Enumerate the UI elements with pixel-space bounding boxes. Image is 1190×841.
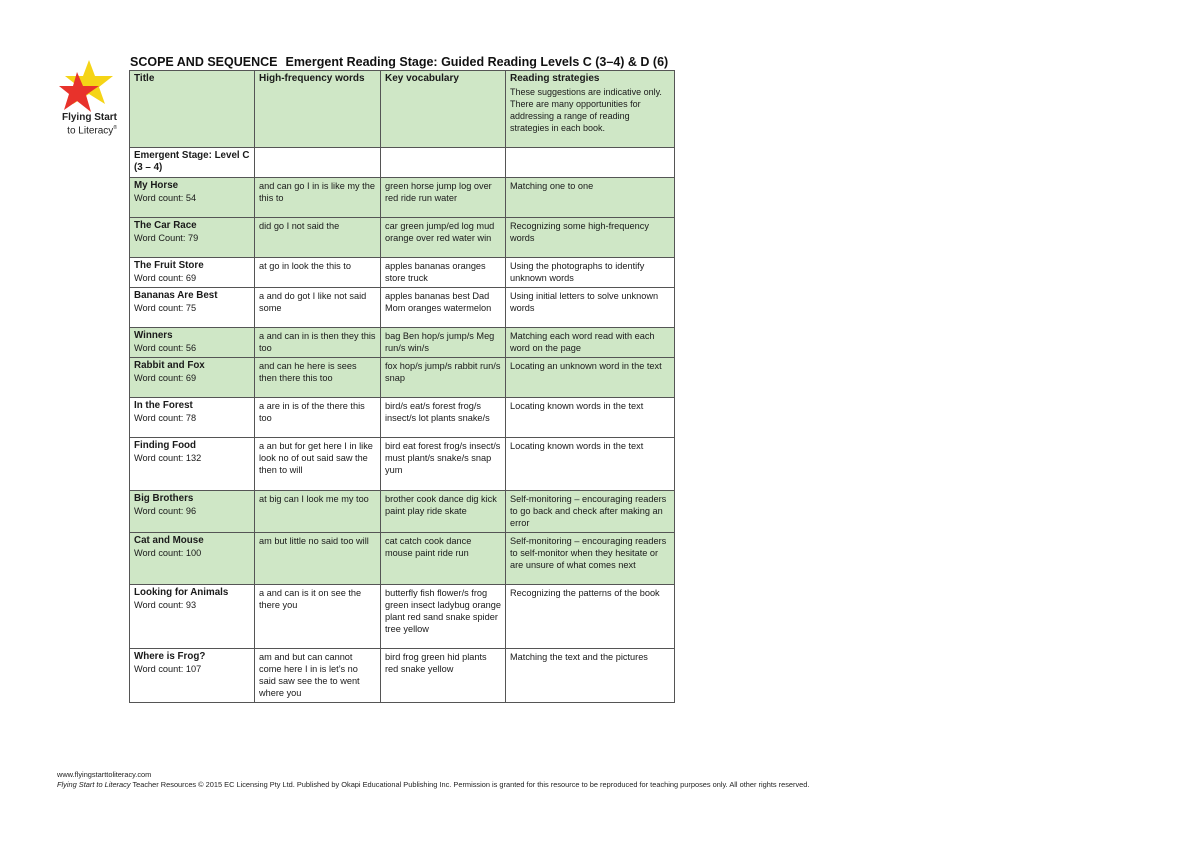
vocab-cell: apples bananas oranges store truck (381, 258, 506, 288)
strategy-cell: Locating known words in the text (506, 438, 675, 491)
scope-sequence-table (129, 70, 675, 703)
book-title: My Horse (134, 180, 179, 191)
stage-empty-cell (255, 148, 381, 178)
book-cell (130, 585, 255, 649)
strategy-cell: Self-monitoring – encouraging readers to self-monitor when they hesitate or are unsure of what comes next (506, 533, 675, 585)
stage-empty-cell (381, 148, 506, 178)
word-count: Word count: 56 (134, 343, 197, 353)
logo-line-2: to Literacy (67, 125, 114, 137)
word-count: Word Count: 79 (134, 233, 199, 243)
book-cell (130, 358, 255, 398)
book-cell (130, 438, 255, 491)
book-cell (130, 218, 255, 258)
book-title: Where is Frog? (134, 651, 206, 662)
page-title-main: SCOPE AND SEQUENCE (130, 55, 278, 69)
word-count: Word count: 69 (134, 273, 197, 283)
word-count: Word count: 78 (134, 413, 197, 423)
table-row (130, 649, 675, 703)
strategy-cell: Using initial letters to solve unknown words (506, 288, 675, 328)
table-row (130, 328, 675, 358)
hfw-cell: at go in look the this to (255, 258, 381, 288)
word-count: Word count: 93 (134, 600, 197, 610)
word-count: Word count: 54 (134, 193, 197, 203)
brand-logo (55, 58, 125, 138)
header-strategies (506, 71, 675, 148)
table-row (130, 533, 675, 585)
book-cell (130, 398, 255, 438)
table-row (130, 288, 675, 328)
stage-empty-cell (506, 148, 675, 178)
strategy-cell: Using the photographs to identify unknown words (506, 258, 675, 288)
word-count: Word count: 107 (134, 664, 202, 674)
word-count: Word count: 69 (134, 373, 197, 383)
book-title: The Car Race (134, 220, 197, 231)
table-row (130, 585, 675, 649)
logo-line-1: Flying Start (61, 112, 117, 123)
strategy-cell: Locating known words in the text (506, 398, 675, 438)
book-title: Looking for Animals (134, 587, 229, 598)
word-count: Word count: 96 (134, 506, 197, 516)
stage-row (130, 148, 675, 178)
book-cell (130, 649, 255, 703)
stage-label: Emergent Stage: Level C (3 – 4) (130, 148, 255, 178)
vocab-cell: brother cook dance dig kick paint play ride skate (381, 491, 506, 533)
page-title (130, 55, 668, 69)
table-row (130, 178, 675, 218)
book-title: Rabbit and Fox (134, 360, 205, 371)
book-title: Bananas Are Best (134, 290, 218, 301)
book-cell (130, 178, 255, 218)
hfw-cell: a and can in is then they this too (255, 328, 381, 358)
strategy-cell: Matching each word read with each word on the page (506, 328, 675, 358)
star-logo-icon (59, 58, 115, 114)
hfw-cell: a are in is of the there this too (255, 398, 381, 438)
footer-url: www.flyingstarttoliteracy.com (57, 770, 152, 779)
table-row (130, 258, 675, 288)
vocab-cell: cat catch cook dance mouse paint ride run (381, 533, 506, 585)
hfw-cell: and can he here is sees then there this too (255, 358, 381, 398)
vocab-cell: fox hop/s jump/s rabbit run/s snap (381, 358, 506, 398)
table-row (130, 398, 675, 438)
table-row (130, 358, 675, 398)
vocab-cell: car green jump/ed log mud orange over red water win (381, 218, 506, 258)
header-hfw: High-frequency words (255, 71, 381, 148)
hfw-cell: am but little no said too will (255, 533, 381, 585)
strategy-cell: Locating an unknown word in the text (506, 358, 675, 398)
strategy-cell: Matching one to one (506, 178, 675, 218)
strategy-cell: Recognizing some high-frequency words (506, 218, 675, 258)
footer-brand: Flying Start to Literacy (57, 780, 131, 789)
book-title: Big Brothers (134, 493, 194, 504)
table-row (130, 218, 675, 258)
word-count: Word count: 75 (134, 303, 197, 313)
book-title: Finding Food (134, 440, 197, 451)
vocab-cell: bag Ben hop/s jump/s Meg run/s win/s (381, 328, 506, 358)
header-vocab: Key vocabulary (381, 71, 506, 148)
book-title: In the Forest (134, 400, 193, 411)
strategy-cell: Self-monitoring – encouraging readers to go back and check after making an error (506, 491, 675, 533)
logo-trademark: ® (113, 125, 117, 131)
vocab-cell: bird eat forest frog/s insect/s must plant/s snake/s snap yum (381, 438, 506, 491)
hfw-cell: a an but for get here I in like look no of out said saw the then to will (255, 438, 381, 491)
book-title: Cat and Mouse (134, 535, 204, 546)
vocab-cell: bird frog green hid plants red snake yellow (381, 649, 506, 703)
vocab-cell: apples bananas best Dad Mom oranges watermelon (381, 288, 506, 328)
book-cell (130, 328, 255, 358)
book-cell (130, 533, 255, 585)
header-strategies-note: These suggestions are indicative only. There are many opportunities for addressing a range of reading strategies in each book. (510, 87, 662, 133)
table-header-row (130, 71, 675, 148)
book-cell (130, 491, 255, 533)
vocab-cell: butterfly fish flower/s frog green insect ladybug orange plant red sand snake spider tree yellow (381, 585, 506, 649)
hfw-cell: am and but can cannot come here I in is let’s no said saw see the to went where you (255, 649, 381, 703)
strategy-cell: Recognizing the patterns of the book (506, 585, 675, 649)
book-cell (130, 288, 255, 328)
book-cell (130, 258, 255, 288)
hfw-cell: at big can I look me my too (255, 491, 381, 533)
vocab-cell: green horse jump log over red ride run water (381, 178, 506, 218)
vocab-cell: bird/s eat/s forest frog/s insect/s lot plants snake/s (381, 398, 506, 438)
book-title: The Fruit Store (134, 260, 204, 271)
book-title: Winners (134, 330, 173, 341)
header-strategies-label: Reading strategies (510, 73, 600, 84)
page-title-sub: Emergent Reading Stage: Guided Reading Levels C (3–4) & D (6) (285, 55, 669, 69)
header-title: Title (130, 71, 255, 148)
logo-wordmark (55, 113, 117, 136)
hfw-cell: a and can is it on see the there you (255, 585, 381, 649)
strategy-cell: Matching the text and the pictures (506, 649, 675, 703)
word-count: Word count: 132 (134, 453, 202, 463)
footer (57, 770, 809, 790)
hfw-cell: a and do got I like not said some (255, 288, 381, 328)
hfw-cell: and can go I in is like my the this to (255, 178, 381, 218)
table-row (130, 438, 675, 491)
hfw-cell: did go I not said the (255, 218, 381, 258)
word-count: Word count: 100 (134, 548, 202, 558)
footer-copyright: Teacher Resources © 2015 EC Licensing Pty Ltd. Published by Okapi Educational Publishing Inc. Permission is granted for this resource to be reproduced for teaching purposes only. All other rights reserved. (130, 780, 810, 789)
table-row (130, 491, 675, 533)
